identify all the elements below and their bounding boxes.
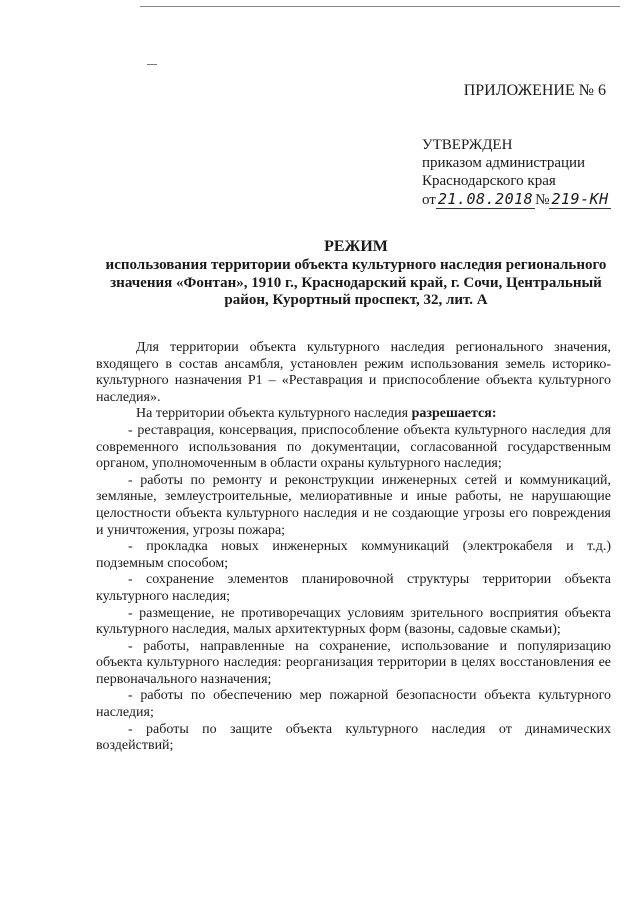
approval-line-1: приказом администрации [422,155,586,171]
list-item: - работы по ремонту и реконструкции инженерных сетей и коммуникаций, земляные, землеустроительные, мелиоративные и иные работы, не нарушающие целостности объекта культурного наследия и не создающие угрозы его повреждения и уничтожения, угрозы пожара; [96,472,611,538]
permitted-heading [96,406,611,423]
intro-paragraph: Для территории объекта культурного наследия регионального значения, входящего в состав ансамбля, установлен режим использования земель историко-культурного назначения Р1 – «Реставрация и приспособление объекта культурного наследия». [96,340,611,405]
scan-mark [147,64,157,65]
list-item: - работы, направленные на сохранение, использование и популяризацию объекта культурного наследия: реорганизация территории в целях восстановления ее первоначального назначения; [96,638,611,687]
title-heading: РЕЖИМ [324,238,388,255]
list-item: - размещение, не противоречащих условиям зрительного восприятия объекта культурного наследия, малых архитектурных форм (вазоны, садовые скамьи); [96,605,611,638]
handwritten-number: 219-КН [551,190,609,208]
list-item: - работы по обеспечению мер пожарной безопасности объекта культурного наследия; [96,688,611,721]
appendix-label: ПРИЛОЖЕНИЕ № 6 [463,82,606,99]
approval-line-2: Краснодарского края [422,173,556,189]
approval-block [422,136,611,209]
list-item: - работы по защите объекта культурного наследия от динамических воздействий; [96,721,611,754]
date-prefix: от [422,192,436,208]
handwritten-date: 21.08.2018 [437,190,534,208]
permitted-bold: разрешается: [411,406,497,422]
list-item: - сохранение элементов планировочной структуры территории объекта культурного наследия; [96,572,611,604]
document-title [96,237,616,310]
approved-label: УТВЕРЖДЕН [422,137,513,153]
title-subtitle: использования территории объекта культурного наследия регионального значения «Фонтан», 1910 г., Краснодарский край, г. Сочи, Центральный район, Курортный проспект, 32, лит. А [105,257,607,308]
scan-top-rule [140,6,620,7]
list-item: - прокладка новых инженерных коммуникаций (электрокабеля и т.д.) подземным способом; [96,539,611,571]
number-prefix: № [535,192,550,208]
list-item: - реставрация, консервация, приспособление объекта культурного наследия для современного использования по документации, согласованной государственным органом, уполномоченным в области охраны культурного наследия; [96,422,611,472]
approval-date-line [422,190,611,209]
document-body [96,340,611,755]
permitted-prefix: На территории объекта культурного наследия [136,406,412,422]
